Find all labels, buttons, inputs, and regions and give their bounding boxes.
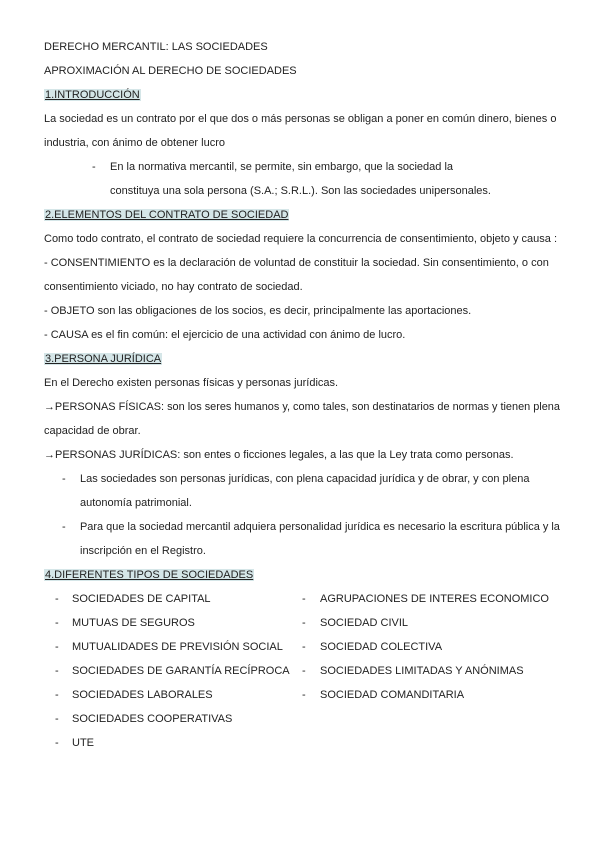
paragraph-line: - CONSENTIMIENTO es la declaración de voluntad de constituir la sociedad. Sin consentimiento, o con	[44, 257, 549, 269]
doc-subtitle: APROXIMACIÓN AL DERECHO DE SOCIEDADES	[44, 65, 297, 77]
list-item: SOCIEDADES COOPERATIVAS	[72, 713, 233, 725]
bullet-line: Las sociedades son personas jurídicas, con plena capacidad jurídica y de obrar, y con plena	[80, 473, 530, 485]
list-item: MUTUALIDADES DE PREVISIÓN SOCIAL	[72, 641, 283, 653]
list-item: UTE	[72, 737, 94, 749]
list-dash: -	[302, 689, 306, 701]
list-item: SOCIEDADES LIMITADAS Y ANÓNIMAS	[320, 665, 524, 677]
list-dash: -	[55, 617, 59, 629]
list-item: MUTUAS DE SEGUROS	[72, 617, 195, 629]
paragraph-line: →PERSONAS FÍSICAS: son los seres humanos y, como tales, son destinatarios de normas y tienen plena	[44, 401, 560, 413]
paragraph-line: capacidad de obrar.	[44, 425, 141, 437]
list-dash: -	[302, 665, 306, 677]
list-item: AGRUPACIONES DE INTERES ECONOMICO	[320, 593, 549, 605]
list-dash: -	[55, 665, 59, 677]
bullet-line: constituya una sola persona (S.A.; S.R.L.). Son las sociedades unipersonales.	[110, 185, 491, 197]
bullet-dash: -	[62, 521, 66, 533]
list-dash: -	[55, 593, 59, 605]
bullet-line: Para que la sociedad mercantil adquiera personalidad jurídica es necesario la escritura pública y la	[80, 521, 560, 533]
list-dash: -	[55, 689, 59, 701]
bullet-line: inscripción en el Registro.	[80, 545, 206, 557]
paragraph-line: - OBJETO son las obligaciones de los socios, es decir, principalmente las aportaciones.	[44, 305, 472, 317]
bullet-dash: -	[92, 161, 96, 173]
bullet-dash: -	[62, 473, 66, 485]
list-dash: -	[302, 641, 306, 653]
list-dash: -	[55, 641, 59, 653]
paragraph-line: - CAUSA es el fin común: el ejercicio de una actividad con ánimo de lucro.	[44, 329, 406, 341]
paragraph-line: →PERSONAS JURÍDICAS: son entes o ficciones legales, a las que la Ley trata como personas.	[44, 449, 514, 461]
doc-title: DERECHO MERCANTIL: LAS SOCIEDADES	[44, 41, 268, 53]
section-heading-elementos: 2.ELEMENTOS DEL CONTRATO DE SOCIEDAD	[45, 209, 289, 221]
section-heading-introduccion: 1.INTRODUCCIÓN	[45, 89, 140, 101]
list-dash: -	[302, 593, 306, 605]
bullet-line: autonomía patrimonial.	[80, 497, 192, 509]
section-heading-persona-juridica: 3.PERSONA JURÍDICA	[45, 353, 162, 365]
list-item: SOCIEDAD COLECTIVA	[320, 641, 443, 653]
list-item: SOCIEDADES DE CAPITAL	[72, 593, 211, 605]
list-item: SOCIEDADES LABORALES	[72, 689, 213, 701]
paragraph-line: La sociedad es un contrato por el que dos o más personas se obligan a poner en común dinero, bienes o	[44, 113, 557, 125]
paragraph-line: En el Derecho existen personas físicas y personas jurídicas.	[44, 377, 339, 389]
list-dash: -	[55, 713, 59, 725]
list-dash: -	[302, 617, 306, 629]
list-dash: -	[55, 737, 59, 749]
paragraph-line: industria, con ánimo de obtener lucro	[44, 137, 225, 149]
bullet-line: En la normativa mercantil, se permite, sin embargo, que la sociedad la	[110, 161, 454, 173]
paragraph-line: Como todo contrato, el contrato de sociedad requiere la concurrencia de consentimiento, objeto y causa :	[44, 233, 558, 245]
list-item: SOCIEDADES DE GARANTÍA RECÍPROCA	[72, 665, 290, 677]
section-heading-tipos-sociedades: 4.DIFERENTES TIPOS DE SOCIEDADES	[45, 569, 254, 581]
list-item: SOCIEDAD CIVIL	[320, 617, 409, 629]
list-item: SOCIEDAD COMANDITARIA	[320, 689, 465, 701]
paragraph-line: consentimiento viciado, no hay contrato de sociedad.	[44, 281, 303, 293]
